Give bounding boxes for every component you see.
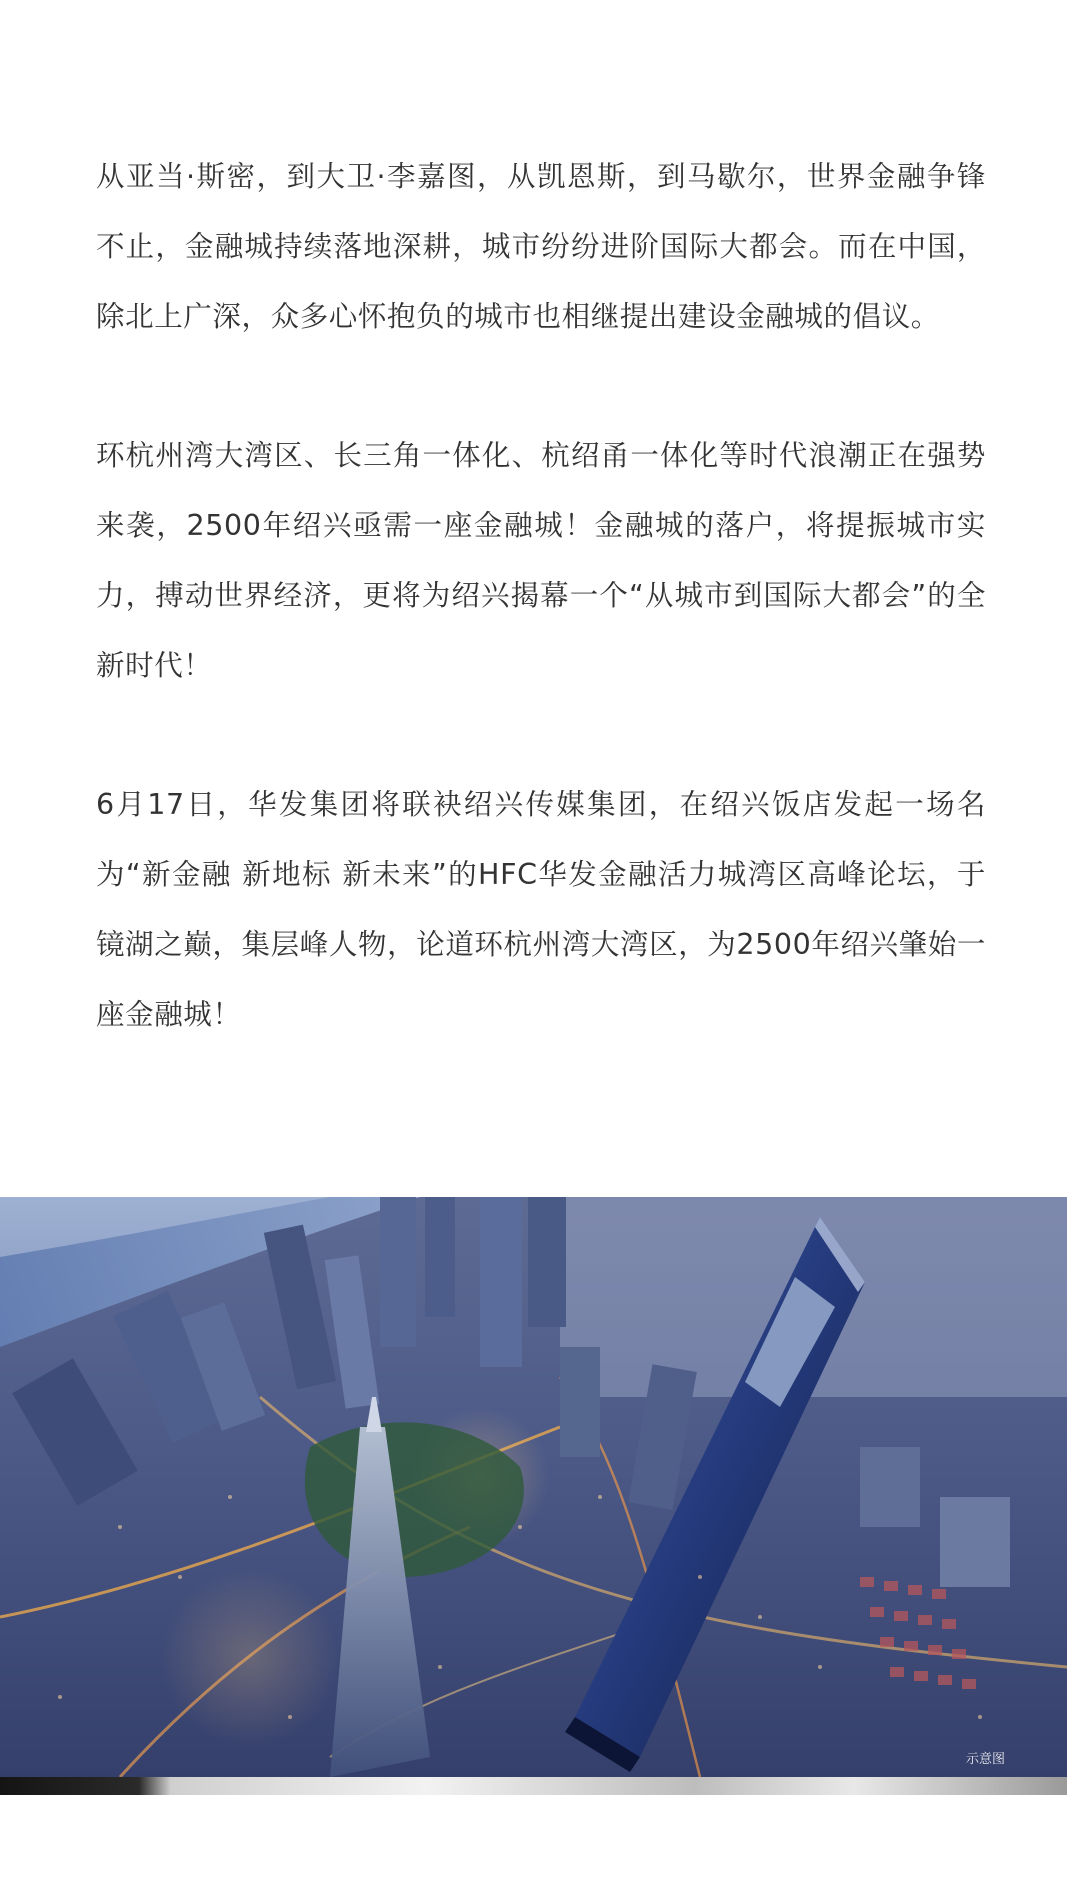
image-caption: 示意图 xyxy=(965,1752,1005,1767)
article-paragraph-3: 6月17日，华发集团将联袂绍兴传媒集团，在绍兴饭店发起一场名为“新金融 新地标 新未来”的HFC华发金融活力城湾区高峰论坛，于镜湖之巅，集层峰人物，论道环杭州湾大湾区，为2500年绍兴肇始一座金融城！ xyxy=(96,788,986,1031)
article-paragraph-2: 环杭州湾大湾区、长三角一体化、杭绍甬一体化等时代浪潮正在强势来袭，2500年绍兴亟需一座金融城！金融城的落户，将提振城市实力，搏动世界经济，更将为绍兴揭幕一个“从城市到国际大都会”的全新时代！ xyxy=(96,439,986,682)
image-bottom-strip xyxy=(0,1777,1067,1795)
article-body xyxy=(96,142,986,1119)
article-paragraph-1: 从亚当·斯密，到大卫·李嘉图，从凯恩斯，到马歇尔，世界金融争锋不止，金融城持续落地深耕，城市纷纷进阶国际大都会。而在中国，除北上广深，众多心怀抱负的城市也相继提出建设金融城的倡议。 xyxy=(96,160,986,333)
city-skyline-illustration xyxy=(0,1197,1067,1777)
city-aerial-image xyxy=(0,1197,1067,1795)
